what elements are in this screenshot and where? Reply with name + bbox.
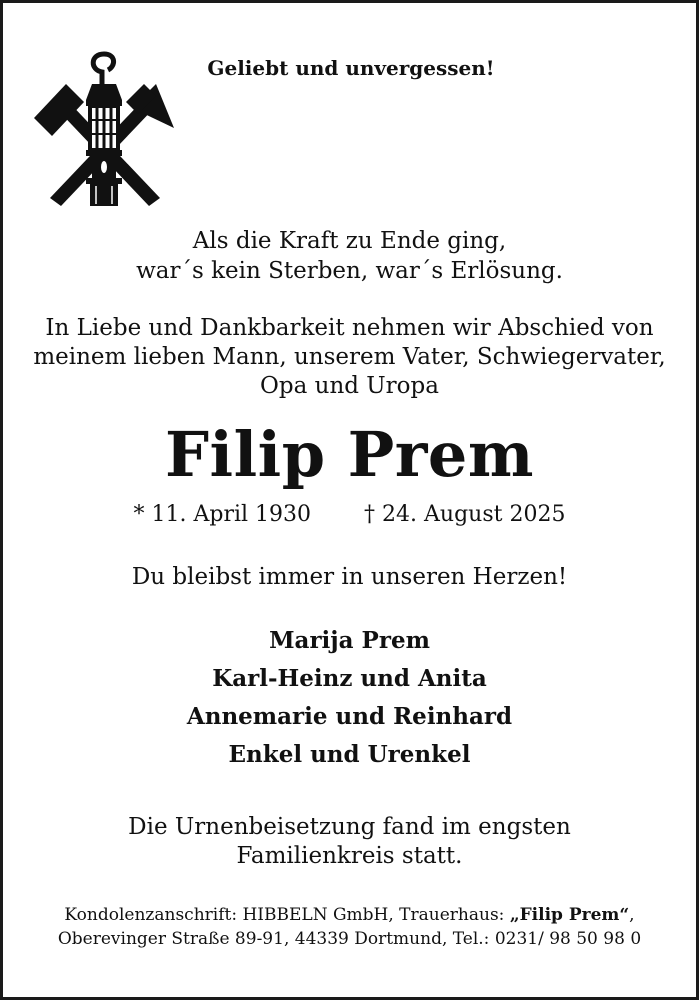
verse: [0, 226, 699, 286]
mourners-list: [0, 622, 699, 774]
deceased-name: Filip Prem: [165, 418, 534, 491]
intro-line: In Liebe und Dankbarkeit nehmen wir Abschied von: [45, 315, 654, 341]
mourner-name: Annemarie und Reinhard: [186, 703, 513, 730]
condolence-address: [0, 903, 699, 951]
mourner-name: Marija Prem: [269, 627, 430, 654]
death-date: † 24. August 2025: [364, 502, 566, 527]
mourner-name: Enkel und Urenkel: [228, 741, 471, 768]
remembrance-line: Du bleibst immer in unseren Herzen!: [131, 564, 568, 590]
motto: Geliebt und unvergessen!: [207, 56, 495, 80]
intro-line: Opa und Uropa: [260, 373, 439, 399]
verse-line: Als die Kraft zu Ende ging,: [192, 228, 507, 254]
mourner-name: Karl-Heinz und Anita: [212, 665, 487, 692]
contact-prefix: Kondolenzanschrift: HIBBELN GmbH, Trauerhaus:: [64, 905, 510, 925]
verse-line: war´s kein Sterben, war´s Erlösung.: [136, 258, 563, 284]
contact-line-1: [0, 903, 699, 927]
miners-lamp-crossed-hammers-icon: [32, 48, 178, 210]
contact-line-2: Oberevinger Straße 89-91, 44339 Dortmund, Tel.: 0231/ 98 50 98 0: [57, 929, 642, 949]
burial-note: [0, 813, 699, 871]
contact-suffix: ,: [629, 905, 635, 925]
burial-line: Familienkreis statt.: [236, 843, 463, 869]
intro-text: [0, 314, 699, 401]
contact-house-name: „Filip Prem“: [509, 905, 630, 925]
burial-line: Die Urnenbeisetzung fand im engsten: [128, 814, 571, 840]
birth-date: * 11. April 1930: [133, 502, 312, 527]
intro-line: meinem lieben Mann, unserem Vater, Schwiegervater,: [33, 344, 666, 370]
life-dates: [0, 501, 699, 529]
